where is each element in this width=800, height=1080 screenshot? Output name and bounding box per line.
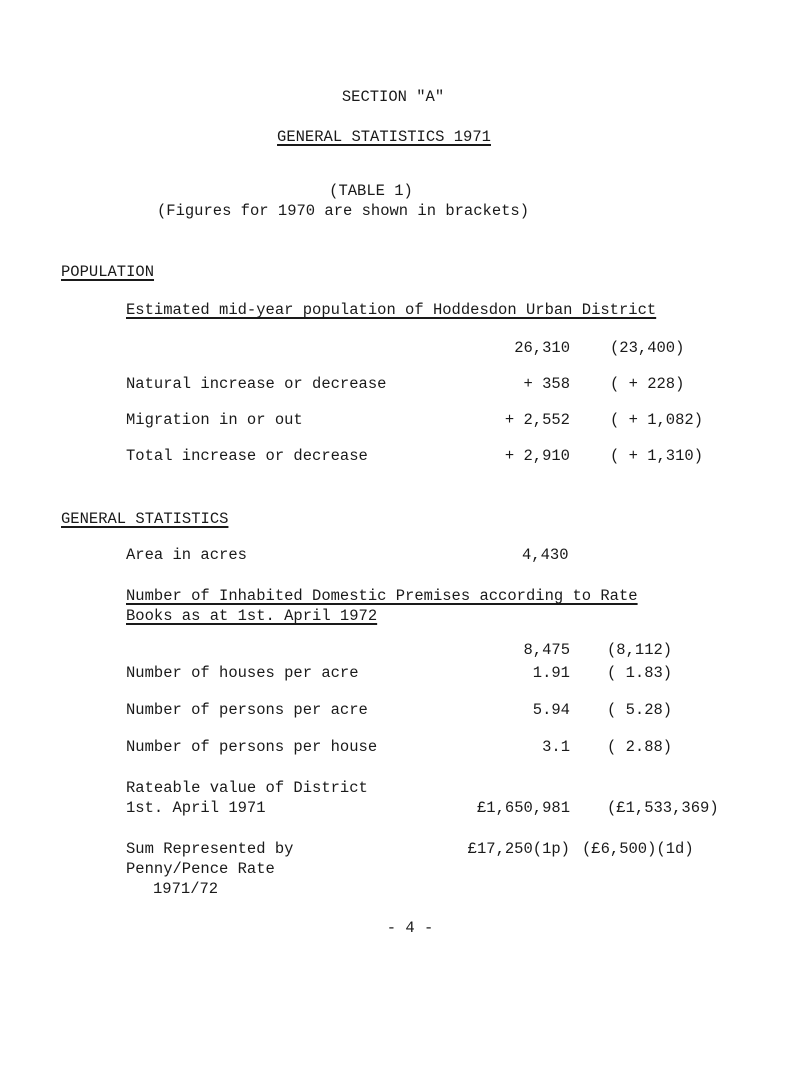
persons-per-acre-prev: ( 5.28)	[607, 701, 673, 719]
total-increase-value: + 2,910	[504, 447, 570, 465]
premises-prev: (8,112)	[607, 641, 673, 659]
penny-rate-prev: (£6,500)(1d)	[582, 840, 694, 858]
total-increase-prev: ( + 1,310)	[610, 447, 704, 465]
premises-value: 8,475	[523, 641, 570, 659]
rateable-label-line1: Rateable value of District	[126, 779, 368, 797]
persons-per-acre-label: Number of persons per acre	[126, 701, 368, 719]
population-total-value: 26,310	[514, 339, 570, 357]
total-increase-label: Total increase or decrease	[126, 447, 368, 465]
rateable-prev: (£1,533,369)	[607, 799, 719, 817]
natural-increase-prev: ( + 228)	[610, 375, 685, 393]
penny-rate-value: £17,250(1p)	[467, 840, 570, 858]
premises-heading-line2: Books as at 1st. April 1972	[126, 607, 378, 625]
table-label: (TABLE 1)	[329, 182, 413, 200]
persons-per-acre-value: 5.94	[532, 701, 570, 719]
population-subheading: Estimated mid-year population of Hoddesdon Urban District	[126, 301, 657, 319]
population-total-prev: (23,400)	[610, 339, 685, 357]
population-heading: POPULATION	[61, 263, 155, 281]
persons-per-house-value: 3.1	[542, 738, 570, 756]
section-heading: SECTION "A"	[341, 88, 445, 106]
migration-label: Migration in or out	[126, 411, 303, 429]
persons-per-house-prev: ( 2.88)	[607, 738, 673, 756]
general-statistics-heading: GENERAL STATISTICS	[61, 510, 229, 528]
migration-prev: ( + 1,082)	[610, 411, 704, 429]
persons-per-house-label: Number of persons per house	[126, 738, 378, 756]
penny-rate-label-line2: Penny/Pence Rate	[126, 860, 275, 878]
page-title: GENERAL STATISTICS 1971	[277, 128, 491, 146]
houses-per-acre-value: 1.91	[532, 664, 570, 682]
rateable-label-line2: 1st. April 1971	[126, 799, 266, 817]
houses-per-acre-label: Number of houses per acre	[126, 664, 359, 682]
natural-increase-value: + 358	[523, 375, 570, 393]
brackets-note: (Figures for 1970 are shown in brackets)	[156, 202, 530, 220]
area-label: Area in acres	[126, 546, 247, 564]
page-number: - 4 -	[386, 919, 434, 937]
area-value: 4,430	[522, 546, 569, 564]
migration-value: + 2,552	[504, 411, 570, 429]
natural-increase-label: Natural increase or decrease	[126, 375, 387, 393]
houses-per-acre-prev: ( 1.83)	[607, 664, 673, 682]
premises-heading-line1: Number of Inhabited Domestic Premises according to Rate	[126, 587, 638, 605]
penny-rate-label-line3: 1971/72	[153, 880, 219, 898]
rateable-value: £1,650,981	[476, 799, 570, 817]
penny-rate-label-line1: Sum Represented by	[126, 840, 294, 858]
